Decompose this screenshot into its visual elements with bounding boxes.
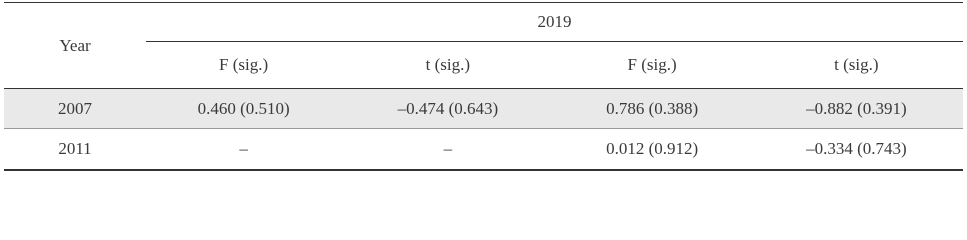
data-table <box>4 2 963 171</box>
table-row <box>4 129 963 171</box>
row-year: 2007 <box>4 89 146 129</box>
group-header-2019: 2019 <box>146 3 963 42</box>
row-year: 2011 <box>4 129 146 171</box>
table-cell: –0.882 (0.391) <box>750 89 963 129</box>
table-cell: – <box>341 129 554 171</box>
table-cell: –0.474 (0.643) <box>341 89 554 129</box>
column-header: t (sig.) <box>834 55 879 74</box>
table-cell: 0.460 (0.510) <box>146 89 341 129</box>
table-row <box>4 89 963 129</box>
row-header-year: Year <box>4 3 146 89</box>
table-cell: –0.334 (0.743) <box>750 129 963 171</box>
table-cell: – <box>146 129 341 171</box>
table-cell: 0.012 (0.912) <box>554 129 749 171</box>
table-cell: 0.786 (0.388) <box>554 89 749 129</box>
column-header: F (sig.) <box>219 55 269 74</box>
column-header: t (sig.) <box>425 55 471 74</box>
column-header: F (sig.) <box>627 55 677 74</box>
